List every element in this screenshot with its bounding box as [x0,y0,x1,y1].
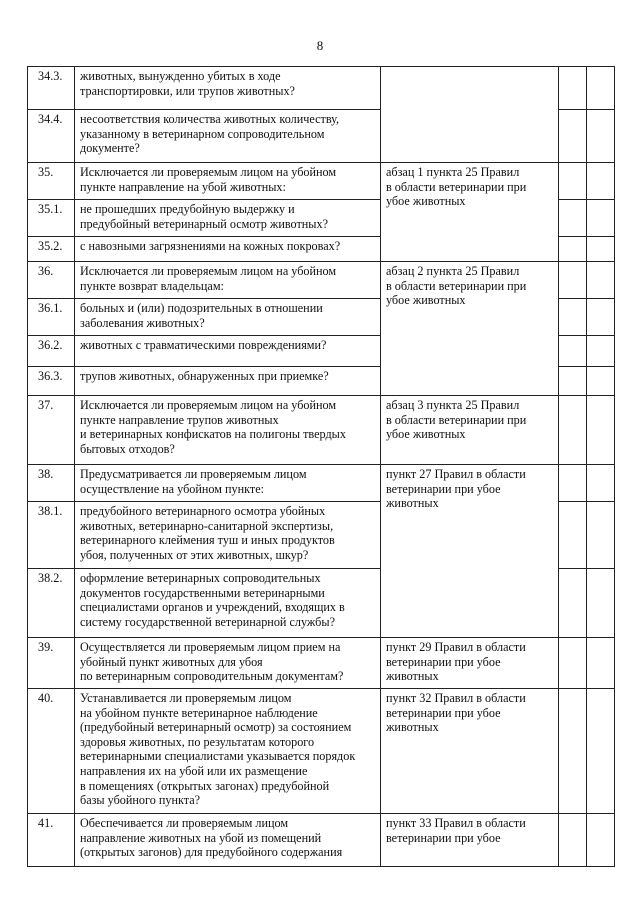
answer-cell [587,262,615,299]
answer-cell [559,336,587,367]
answer-cell [559,299,587,336]
row-question: предубойного ветеринарного осмотра убойных животных, ветеринарно-санитарной экспертизы, ветеринарного клеймения туш и иных продуктов убоя, полученных от этих животных, шкур? [75,502,381,569]
answer-cell [587,465,615,502]
row-question: не прошедших предубойную выдержку и предубойный ветеринарный осмотр животных? [75,200,381,237]
answer-cell [559,814,587,867]
answer-cell [559,465,587,502]
row-question: животных с травматическими повреждениями? [75,336,381,367]
table-row [28,814,615,867]
answer-cell [587,638,615,689]
answer-cell [587,237,615,262]
row-question: животных, вынужденно убитых в ходе транспортировки, или трупов животных? [75,67,381,110]
answer-cell [559,163,587,200]
table-row [28,465,615,502]
row-question: трупов животных, обнаруженных при приемке? [75,367,381,396]
row-reference: абзац 2 пункта 25 Правил в области ветеринарии при убое животных [381,262,559,396]
answer-cell [587,163,615,200]
row-number: 35. [28,163,75,200]
answer-cell [559,262,587,299]
row-question: несоответствия количества животных количеству, указанному в ветеринарном сопроводительном документе? [75,110,381,163]
answer-cell [559,200,587,237]
row-number: 36. [28,262,75,299]
table-row [28,262,615,299]
row-number: 38.1. [28,502,75,569]
answer-cell [587,814,615,867]
answer-cell [587,67,615,110]
row-question: Исключается ли проверяемым лицом на убойном пункте возврат владельцам: [75,262,381,299]
row-number: 38. [28,465,75,502]
row-question: Устанавливается ли проверяемым лицом на убойном пункте ветеринарное наблюдение (предубойный ветеринарный осмотр) за состоянием здоровья животных, по результатам которого ветеринарными специалистами указывается порядок направления их на убой или их размещение в помещениях (открытых загонах) предубойной базы убойного пункта? [75,689,381,814]
answer-cell [587,299,615,336]
row-number: 35.2. [28,237,75,262]
row-number: 35.1. [28,200,75,237]
row-reference [381,67,559,163]
row-question: с навозными загрязнениями на кожных покровах? [75,237,381,262]
row-question: Осуществляется ли проверяемым лицом прием на убойный пункт животных для убоя по ветеринарным сопроводительным документам? [75,638,381,689]
row-question: Исключается ли проверяемым лицом на убойном пункте направление трупов животных и ветеринарных конфискатов на полигоны твердых бытовых отходов? [75,396,381,465]
table-row [28,689,615,814]
answer-cell [587,502,615,569]
row-number: 34.3. [28,67,75,110]
row-number: 36.3. [28,367,75,396]
row-number: 38.2. [28,569,75,638]
table-row [28,67,615,110]
answer-cell [559,569,587,638]
row-reference: пункт 27 Правил в области ветеринарии при убое животных [381,465,559,638]
table-row [28,396,615,465]
checklist-table [27,66,615,867]
answer-cell [587,200,615,237]
row-reference: пункт 29 Правил в области ветеринарии при убое животных [381,638,559,689]
answer-cell [559,396,587,465]
answer-cell [559,502,587,569]
row-question: больных и (или) подозрительных в отношении заболевания животных? [75,299,381,336]
answer-cell [559,237,587,262]
answer-cell [559,110,587,163]
answer-cell [559,367,587,396]
row-number: 41. [28,814,75,867]
table-row [28,163,615,200]
answer-cell [587,689,615,814]
table-row [28,638,615,689]
page-bottom-margin [0,877,640,905]
row-number: 40. [28,689,75,814]
row-question: Исключается ли проверяемым лицом на убойном пункте направление на убой животных: [75,163,381,200]
row-number: 36.1. [28,299,75,336]
answer-cell [587,569,615,638]
row-question: оформление ветеринарных сопроводительных документов государственными ветеринарными специалистами органов и учреждений, входящих в систему государственной ветеринарной службы? [75,569,381,638]
page-number: 8 [316,38,324,53]
row-question: Предусматривается ли проверяемым лицом осуществление на убойном пункте: [75,465,381,502]
row-reference: абзац 3 пункта 25 Правил в области ветеринарии при убое животных [381,396,559,465]
answer-cell [587,110,615,163]
answer-cell [559,638,587,689]
answer-cell [587,367,615,396]
row-number: 37. [28,396,75,465]
answer-cell [587,396,615,465]
answer-cell [587,336,615,367]
row-question: Обеспечивается ли проверяемым лицом направление животных на убой из помещений (открытых загонов) для предубойного содержания [75,814,381,867]
row-number: 39. [28,638,75,689]
row-number: 36.2. [28,336,75,367]
row-number: 34.4. [28,110,75,163]
answer-cell [559,689,587,814]
row-reference: пункт 33 Правил в области ветеринарии при убое [381,814,559,867]
row-reference: пункт 32 Правил в области ветеринарии при убое животных [381,689,559,814]
row-reference: абзац 1 пункта 25 Правил в области ветеринарии при убое животных [381,163,559,262]
answer-cell [559,67,587,110]
